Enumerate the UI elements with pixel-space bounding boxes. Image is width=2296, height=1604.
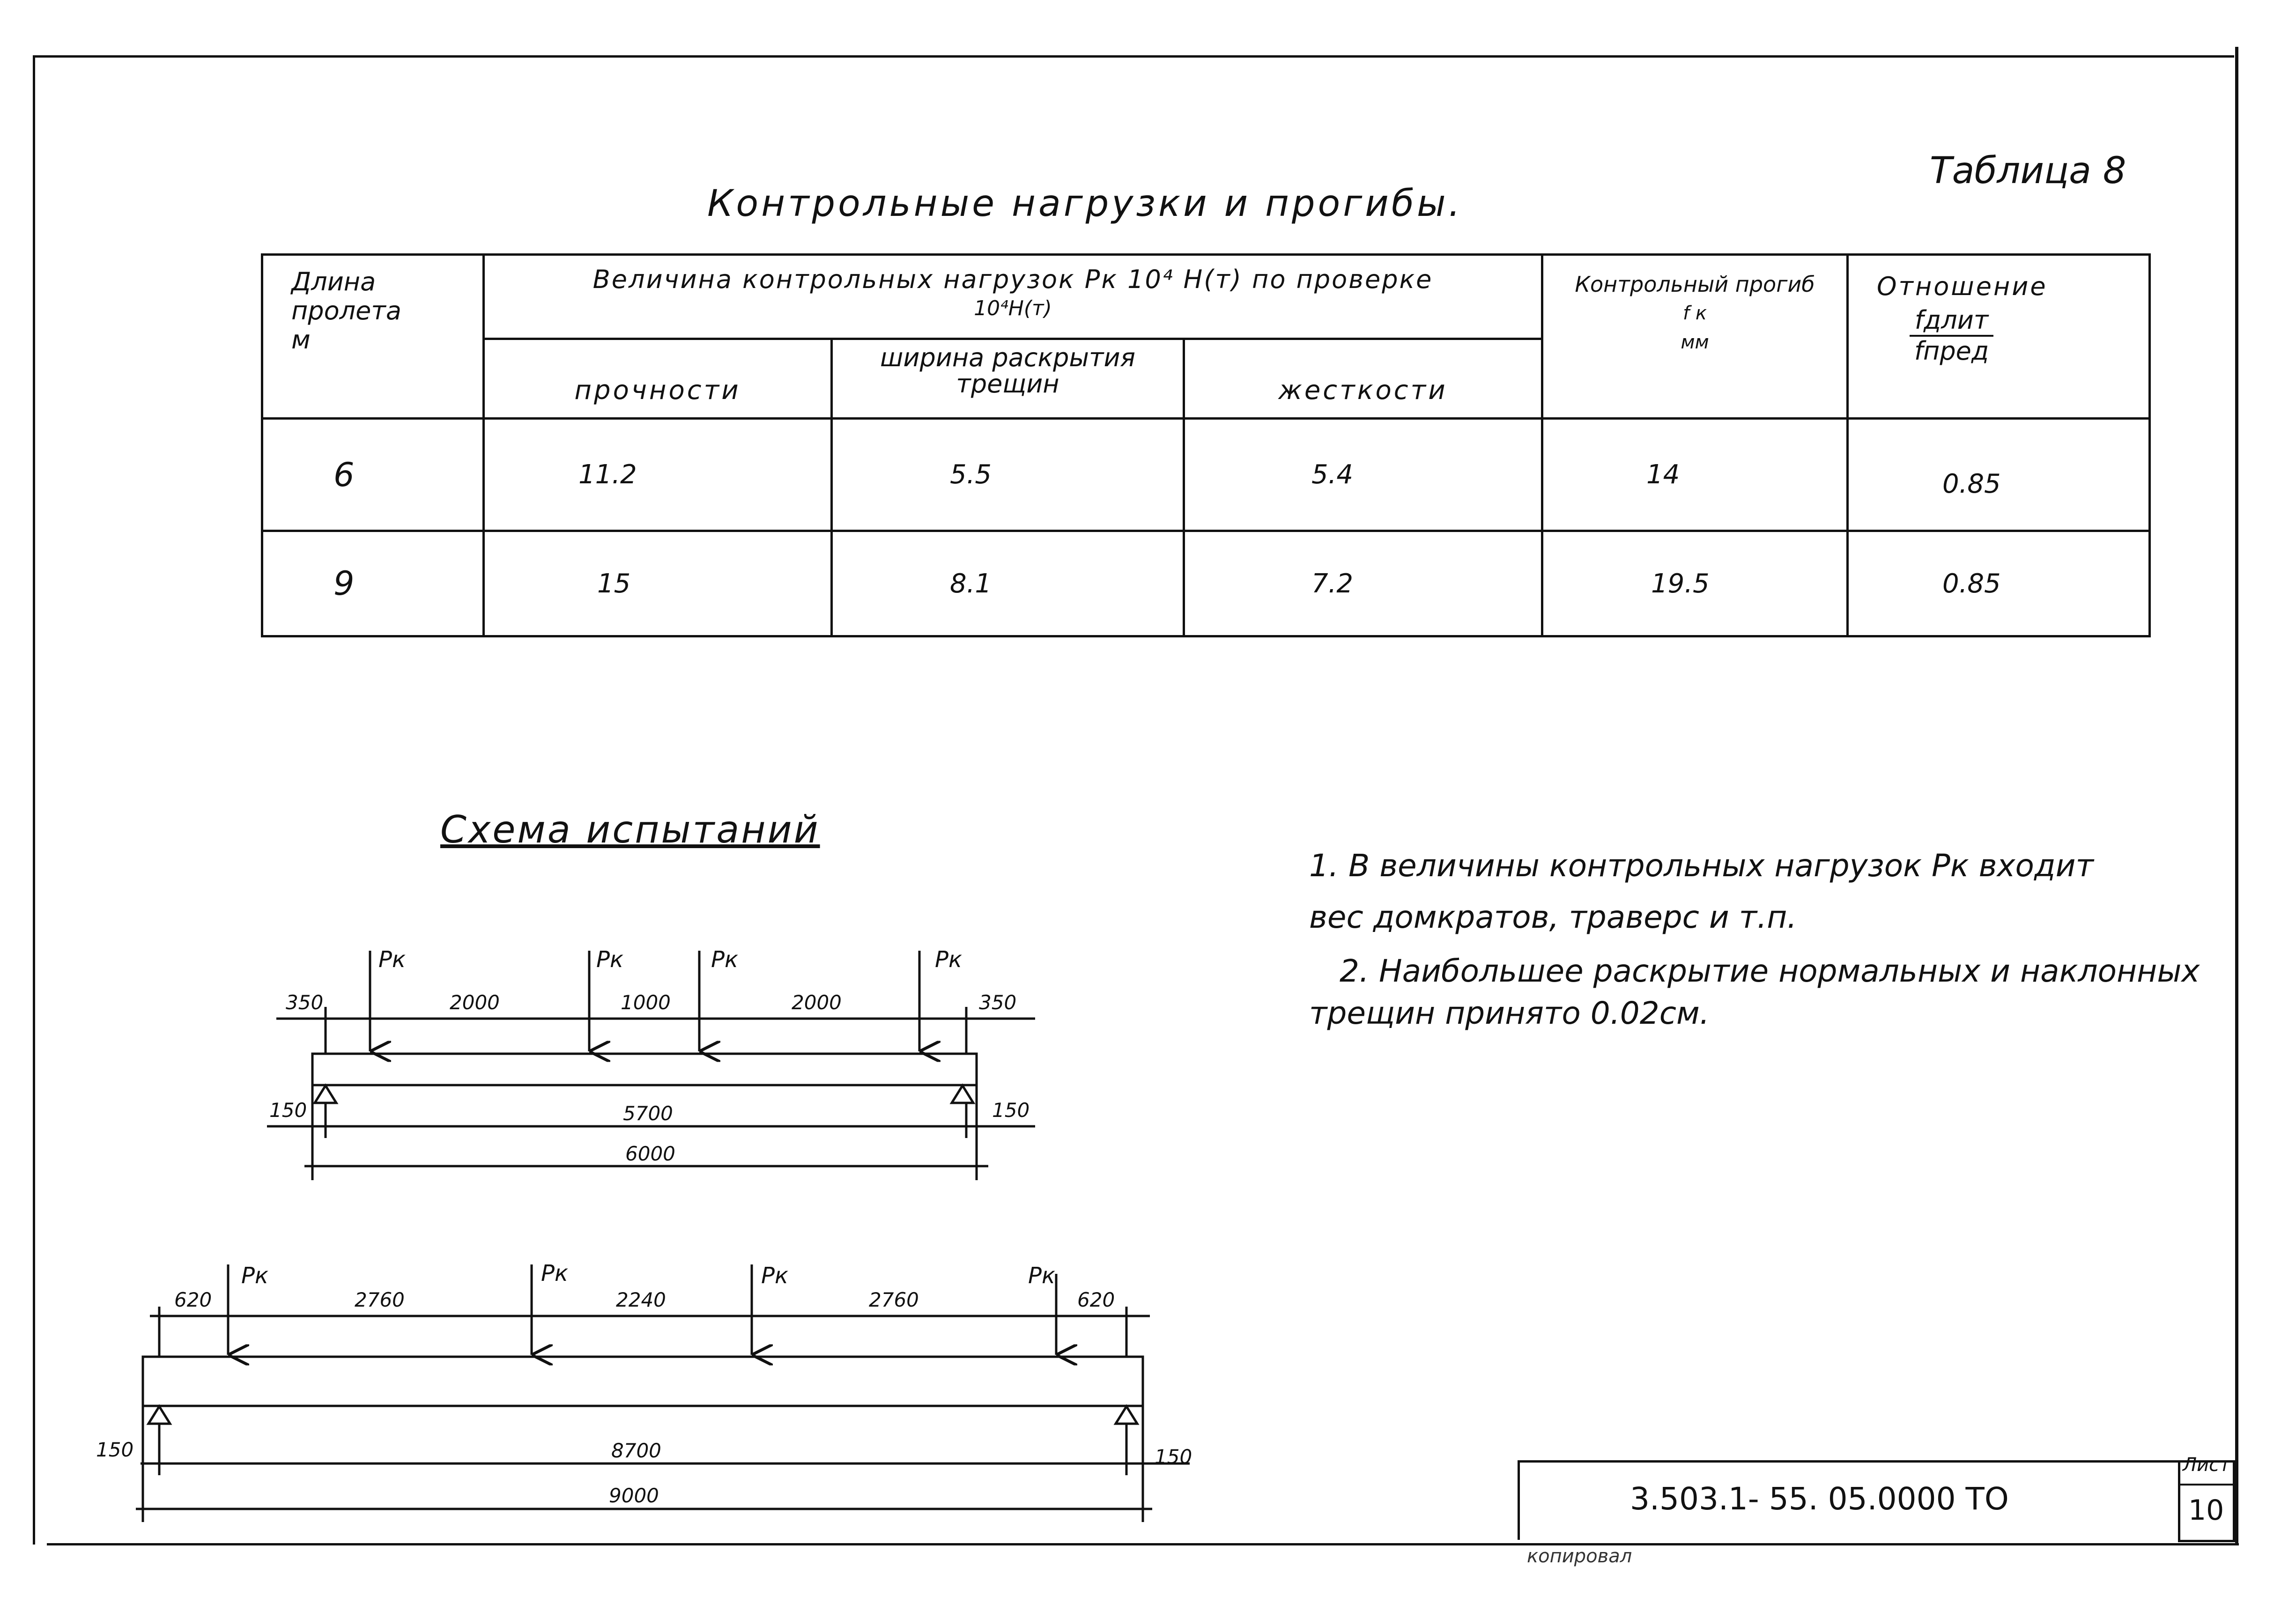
cell-span: 9	[262, 531, 484, 636]
load-label: Pк	[241, 1263, 268, 1289]
cell-deflection: 19.5	[1542, 531, 1848, 636]
schema-title: Схема испытаний	[440, 808, 820, 851]
header-deflection-label: Контрольный прогиб	[1575, 272, 1815, 297]
dim-label: 2240	[616, 1288, 666, 1311]
load-label: Pк	[1028, 1263, 1055, 1289]
cell-stiffness: 7.2	[1184, 531, 1542, 636]
cell-stiffness: 5.4	[1184, 419, 1542, 531]
load-label: Pк	[761, 1263, 788, 1289]
support-right	[1116, 1406, 1137, 1424]
cell-deflection: 14	[1542, 419, 1848, 531]
header-strength: прочности	[484, 339, 832, 419]
support-left	[148, 1406, 170, 1424]
footer-copied-by: копировал	[1527, 1545, 1632, 1567]
sheet-number: 10	[2188, 1494, 2224, 1527]
header-deflection-unit: мм	[1681, 332, 1709, 353]
table-title: Контрольные нагрузки и прогибы.	[707, 183, 1463, 225]
support-right	[952, 1086, 973, 1103]
header-deflection-symbol: f к	[1683, 303, 1707, 324]
dim-label: 2000	[792, 991, 842, 1014]
header-span-label: Длина пролета м	[291, 267, 401, 355]
load-label: Pк	[711, 946, 738, 973]
header-crack-width-label: ширина раскрытия трещин	[880, 343, 1136, 399]
dim-label: 150	[1155, 1445, 1192, 1468]
dim-label: 150	[992, 1099, 1030, 1122]
cell-span: 6	[262, 419, 484, 531]
sheet-box-divider	[2178, 1484, 2235, 1486]
beam-6m	[312, 1054, 977, 1085]
dim-label: 2760	[355, 1288, 405, 1311]
beam-9m-labels	[96, 1260, 1192, 1507]
dim-label: 350	[286, 991, 324, 1014]
dim-label: 620	[174, 1288, 212, 1311]
dim-label: 150	[96, 1438, 134, 1461]
dim-label: 2760	[869, 1288, 919, 1311]
dim-label: 8700	[611, 1439, 661, 1462]
note-2-line-1: 2. Наибольшее раскрытие нормальных и наклонных	[1340, 953, 2200, 989]
beam-9m	[143, 1357, 1143, 1406]
cell-strength: 15	[484, 531, 832, 636]
header-stiffness: жесткости	[1184, 339, 1542, 419]
header-loads-text: Величина контрольных нагрузок Pк 10⁴ Н(т) по проверке	[593, 265, 1433, 294]
load-label: Pк	[378, 946, 406, 973]
ratio-numerator: fдлит	[1910, 306, 1993, 337]
dim-label: 9000	[609, 1484, 659, 1507]
cell-strength: 11.2	[484, 419, 832, 531]
ratio-denominator: fпред	[1914, 336, 1989, 366]
sheet-label: Лист	[2183, 1454, 2230, 1476]
document-code: 3.503.1- 55. 05.0000 ТО	[1630, 1481, 2009, 1517]
dim-label: 2000	[450, 991, 500, 1014]
header-loads-unit: 10⁴Н(т)	[974, 296, 1052, 320]
note-1-line-1: 1. В величины контрольных нагрузок Pк входит	[1309, 848, 2094, 884]
load-label: Pк	[541, 1260, 568, 1286]
support-left	[315, 1086, 336, 1103]
beam-6m-labels	[269, 946, 1029, 1165]
dim-label: 1000	[621, 991, 671, 1014]
cell-ratio: 0.85	[1848, 419, 2150, 531]
dim-label: 150	[269, 1099, 307, 1122]
note-1-line-2: вес домкратов, траверс и т.п.	[1309, 899, 1797, 935]
cell-crack: 8.1	[832, 531, 1184, 636]
cell-ratio: 0.85	[1848, 531, 2150, 636]
dim-label: 350	[979, 991, 1017, 1014]
table-number-label: Таблица 8	[1930, 150, 2126, 192]
header-ratio-label: Отношение	[1877, 272, 2048, 301]
load-label: Pк	[935, 946, 962, 973]
dim-label: 620	[1077, 1288, 1115, 1311]
load-label: Pк	[596, 946, 623, 973]
dim-label: 5700	[623, 1102, 673, 1125]
note-2-line-2: трещин принято 0.02см.	[1309, 995, 1710, 1031]
cell-crack: 5.5	[832, 419, 1184, 531]
dim-label: 6000	[625, 1142, 675, 1165]
